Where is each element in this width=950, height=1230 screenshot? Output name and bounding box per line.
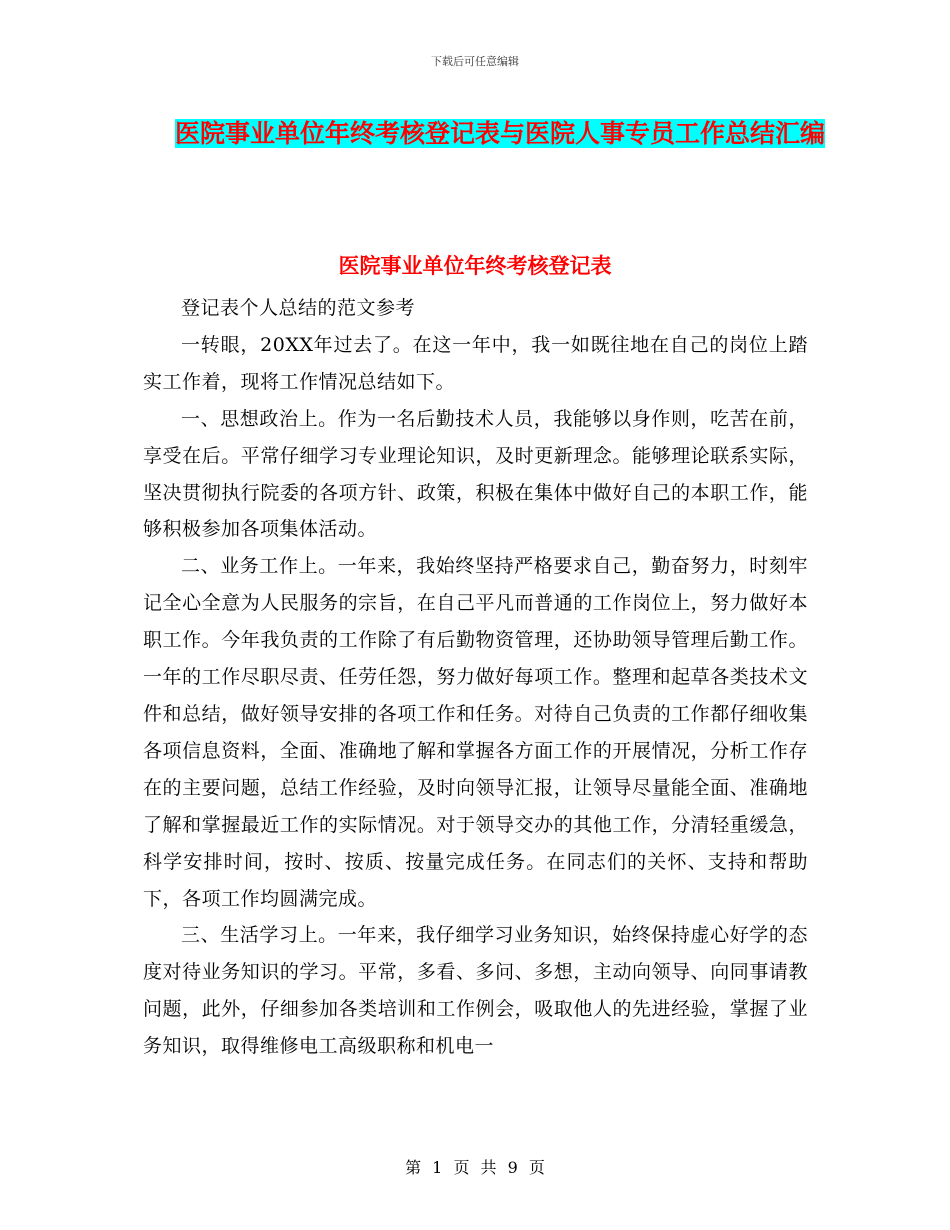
paragraph-political: 一、思想政治上。作为一名后勤技术人员，我能够以身作则，吃苦在前，享受在后。平常仔细学习专业理论知识，及时更新理念。能够理论联系实际，坚决贯彻执行院委的各项方针、政策，积极在集体中做好自己的本职工作，能够积极参加各项集体活动。	[143, 407, 808, 541]
paragraph-study: 三、生活学习上。一年来，我仔细学习业务知识，始终保持虚心好学的态度对待业务知识的学习。平常，多看、多问、多想，主动向领导、向同事请教问题，此外，仔细参加各类培训和工作例会，吸取他人的先进经验，掌握了业务知识，取得维修电工高级职称和机电一	[143, 924, 808, 1058]
paragraph-opening: 一转眼，20XX年过去了。在这一年中，我一如既往地在自己的岗位上踏实工作着，现将工作情况总结如下。	[143, 333, 808, 393]
header-note: 下载后可任意编辑	[431, 55, 519, 68]
document-title	[140, 108, 860, 160]
page-number: 第 1 页 共 9 页	[405, 1158, 545, 1177]
paragraph-work: 二、业务工作上。一年来，我始终坚持严格要求自己，勤奋努力，时刻牢记全心全意为人民服务的宗旨，在自己平凡而普通的工作岗位上，努力做好本职工作。今年我负责的工作除了有后勤物资管理，还协助领导管理后勤工作。一年的工作尽职尽责、任劳任怨，努力做好每项工作。整理和起草各类技术文件和总结，做好领导安排的各项工作和任务。对待自己负责的工作都仔细收集各项信息资料，全面、准确地了解和掌握各方面工作的开展情况，分析工作存在的主要问题，总结工作经验，及时向领导汇报，让领导尽量能全面、准确地了解和掌握最近工作的实际情况。对于领导交办的其他工作，分清轻重缓急，科学安排时间，按时、按质、按量完成任务。在同志们的关怀、支持和帮助下，各项工作均圆满完成。	[143, 555, 808, 910]
document-title-text: 医院事业单位年终考核登记表与医院人事专员工作总结汇编	[174, 119, 825, 148]
section-title: 医院事业单位年终考核登记表	[338, 254, 612, 278]
paragraph-intro: 登记表个人总结的范文参考	[181, 297, 416, 319]
document-body	[143, 290, 808, 1065]
